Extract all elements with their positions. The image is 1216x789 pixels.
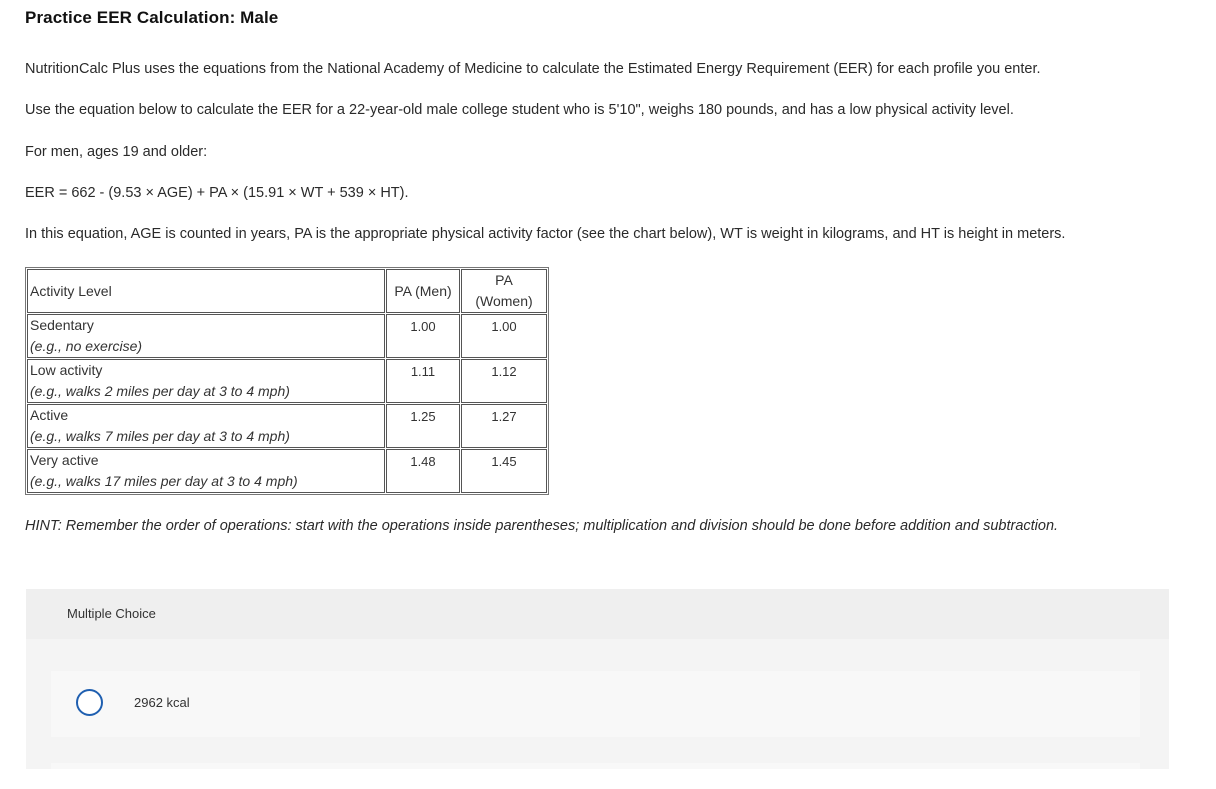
- hint-text: HINT: Remember the order of operations: start with the operations inside parentheses; multiplication and division should be done before addition and subtraction.: [25, 518, 1059, 534]
- activity-level-name: Sedentary: [30, 317, 94, 333]
- header-pa-women-line2: (Women): [475, 293, 533, 309]
- activity-level-example: (e.g., walks 2 miles per day at 3 to 4 mph): [30, 383, 290, 399]
- pa-women-cell: [461, 449, 547, 493]
- multiple-choice-header: [26, 589, 1169, 639]
- group-paragraph: For men, ages 19 and older:: [25, 144, 208, 160]
- radio-button-icon[interactable]: [76, 689, 103, 716]
- task-paragraph: Use the equation below to calculate the EER for a 22-year-old male college student who is 5'10", weighs 180 pounds, and has a low physical activity level.: [25, 102, 1014, 118]
- table-row: [27, 404, 547, 448]
- pa-women-cell: [461, 314, 547, 358]
- pa-men-cell: [386, 449, 460, 493]
- header-pa-women: [461, 269, 547, 313]
- activity-level-example: (e.g., walks 17 miles per day at 3 to 4 mph): [30, 473, 298, 489]
- activity-level-example: (e.g., walks 7 miles per day at 3 to 4 mph): [30, 428, 290, 444]
- header-activity-level: Activity Level: [27, 269, 385, 313]
- activity-level-name: Very active: [30, 452, 99, 468]
- definitions-paragraph: In this equation, AGE is counted in years, PA is the appropriate physical activity factor (see the chart below), WT is weight in kilograms, and HT is height in meters.: [25, 226, 1066, 242]
- answer-option[interactable]: [51, 671, 1140, 737]
- pa-women-value: 1.27: [491, 409, 517, 424]
- pa-women-value: 1.00: [491, 319, 517, 334]
- pa-men-cell: [386, 404, 460, 448]
- header-pa-women-line1: PA: [495, 272, 513, 288]
- pa-men-value: 1.48: [410, 454, 436, 469]
- table-row: [27, 314, 547, 358]
- activity-level-name: Low activity: [30, 362, 103, 378]
- activity-level-cell: [27, 359, 385, 403]
- pa-women-value: 1.12: [491, 364, 517, 379]
- pa-men-value: 1.25: [410, 409, 436, 424]
- answer-option-next[interactable]: [51, 763, 1140, 769]
- pa-women-cell: [461, 359, 547, 403]
- table-header-row: [27, 269, 547, 313]
- header-pa-men: PA (Men): [386, 269, 460, 313]
- table-row: [27, 449, 547, 493]
- pa-men-value: 1.11: [410, 364, 436, 379]
- pa-women-cell: [461, 404, 547, 448]
- activity-level-example: (e.g., no exercise): [30, 338, 143, 354]
- pa-men-cell: [386, 359, 460, 403]
- activity-level-cell: [27, 314, 385, 358]
- equation-paragraph: EER = 662 - (9.53 × AGE) + PA × (15.91 × WT + 539 × HT).: [25, 185, 409, 201]
- pa-men-cell: [386, 314, 460, 358]
- table-row: [27, 359, 547, 403]
- pa-women-value: 1.45: [491, 454, 517, 469]
- activity-factor-table: [25, 267, 549, 495]
- activity-level-cell: [27, 449, 385, 493]
- intro-paragraph: NutritionCalc Plus uses the equations from the National Academy of Medicine to calculate the Estimated Energy Requirement (EER) for each profile you enter.: [25, 61, 1041, 77]
- activity-level-cell: [27, 404, 385, 448]
- answer-option-label: 2962 kcal: [134, 695, 190, 710]
- pa-men-value: 1.00: [410, 319, 436, 334]
- activity-level-name: Active: [30, 407, 69, 423]
- multiple-choice-panel: [26, 589, 1169, 769]
- question-type-label: Multiple Choice: [67, 606, 156, 621]
- page-title: Practice EER Calculation: Male: [25, 8, 279, 27]
